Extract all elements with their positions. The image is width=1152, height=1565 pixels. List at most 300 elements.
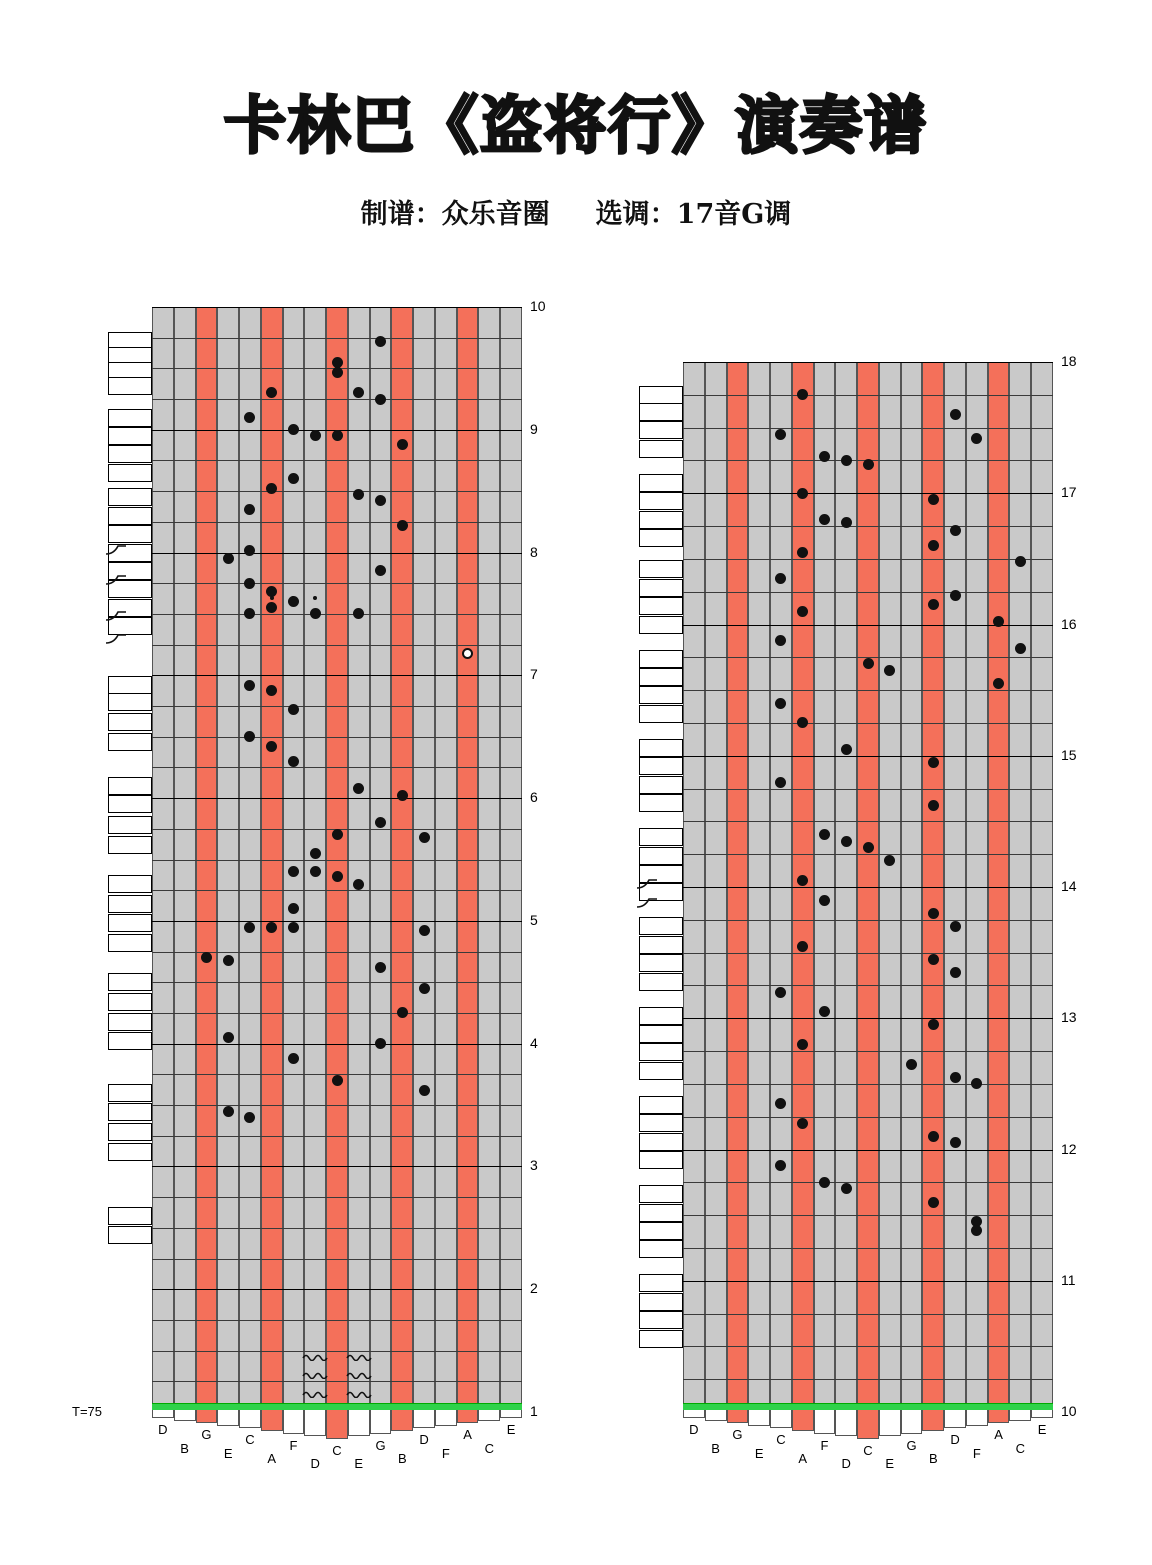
tine-note-label: E [754, 1445, 764, 1461]
beat-line [683, 690, 1053, 691]
key-block [639, 1007, 683, 1025]
key-block [108, 693, 152, 711]
note-dot [332, 871, 343, 882]
beat-line [152, 1197, 522, 1198]
note-dot [332, 367, 343, 378]
key-block [108, 488, 152, 506]
key-block [639, 668, 683, 686]
key-block [108, 777, 152, 795]
key-block [108, 445, 152, 463]
tine-stub [1031, 1410, 1053, 1418]
measure-line [152, 553, 522, 554]
beat-line [152, 1381, 522, 1382]
measure-line [683, 1018, 1053, 1019]
beat-line [152, 890, 522, 891]
tine-stub [901, 1410, 923, 1434]
note-dot [906, 1059, 917, 1070]
note-dot [950, 1137, 961, 1148]
measure-number: 5 [530, 911, 538, 928]
beat-line [683, 1314, 1053, 1315]
beat-line [152, 1136, 522, 1137]
note-dot [950, 967, 961, 978]
key-block [639, 1293, 683, 1311]
measure-number: 3 [530, 1157, 538, 1174]
note-dot [397, 439, 408, 450]
tine-note-label: D [310, 1456, 320, 1472]
key-block [639, 1274, 683, 1292]
key-block [639, 1043, 683, 1061]
key-block [108, 713, 152, 731]
tine-note-label: A [994, 1427, 1003, 1443]
beat-line [683, 1117, 1053, 1118]
note-dot [841, 744, 852, 755]
note-dot [841, 455, 852, 466]
note-dot [797, 606, 808, 617]
note-dot [775, 987, 786, 998]
key-block [639, 686, 683, 704]
note-dot [928, 540, 939, 551]
key-block [639, 440, 683, 458]
measure-line [683, 887, 1053, 888]
tine-stub [217, 1410, 239, 1426]
tine-stub [196, 1410, 218, 1423]
key-block [639, 597, 683, 615]
tine-stub [705, 1410, 727, 1421]
note-dot [950, 590, 961, 601]
measure-number: 11 [1061, 1271, 1076, 1288]
slide-mark [635, 878, 659, 890]
beat-line [683, 953, 1053, 954]
key-block [639, 757, 683, 775]
note-dot [1015, 556, 1026, 567]
note-dot [863, 658, 874, 669]
beat-line [152, 1105, 522, 1106]
key-block [639, 579, 683, 597]
tine-note-label: G [732, 1427, 743, 1443]
note-dot [419, 925, 430, 936]
note-dot [353, 783, 364, 794]
key-block [108, 409, 152, 427]
tine-stub [413, 1410, 435, 1428]
slide-mark [104, 633, 128, 645]
measure-line [152, 1289, 522, 1290]
beat-line [683, 395, 1053, 396]
key-block [639, 1151, 683, 1169]
tine-stub [304, 1410, 326, 1436]
key-block [639, 1062, 683, 1080]
key-block [639, 403, 683, 421]
beat-line [683, 1248, 1053, 1249]
measure-number: 8 [530, 543, 538, 560]
measure-line [152, 1044, 522, 1045]
tine-stub [239, 1410, 261, 1428]
measure-number: 6 [530, 789, 538, 806]
key-block [639, 492, 683, 510]
note-dot [797, 488, 808, 499]
key-block [639, 1114, 683, 1132]
tine-note-label: E [885, 1456, 895, 1472]
note-dot [223, 1032, 234, 1043]
key-block [639, 650, 683, 668]
key-block [639, 1185, 683, 1203]
beat-line [152, 767, 522, 768]
note-dot [288, 1053, 299, 1064]
note-dot [223, 955, 234, 966]
beat-line [683, 1051, 1053, 1052]
tine-stub [435, 1410, 457, 1426]
note-dot [819, 451, 830, 462]
note-dot [419, 832, 430, 843]
tine-note-label: G [906, 1437, 917, 1453]
measure-number: 13 [1061, 1009, 1077, 1026]
staccato-dot [270, 596, 274, 600]
note-dot [375, 336, 386, 347]
key-block [639, 1330, 683, 1348]
tine-stub [478, 1410, 500, 1421]
key-block [639, 847, 683, 865]
beat-line [152, 1013, 522, 1014]
key-block [108, 836, 152, 854]
measure-number: 7 [530, 666, 538, 683]
key-block [639, 560, 683, 578]
tine-note-label: B [928, 1451, 938, 1466]
key-block [639, 936, 683, 954]
tine-note-label: F [441, 1445, 450, 1461]
beat-line [152, 614, 522, 615]
measure-line [683, 756, 1053, 757]
tine-stub [835, 1410, 857, 1436]
beat-line [152, 860, 522, 861]
note-dot [928, 954, 939, 965]
key-block [639, 1222, 683, 1240]
measure-number: 18 [1061, 353, 1077, 369]
beat-line [683, 723, 1053, 724]
tine-note-label: E [354, 1456, 364, 1472]
measure-line [152, 675, 522, 676]
tine-note-label: C [1015, 1440, 1026, 1456]
measure-number: 14 [1061, 878, 1077, 894]
key-block [639, 739, 683, 757]
note-dot [841, 836, 852, 847]
tine-stub [391, 1410, 413, 1431]
note-dot [419, 1085, 430, 1096]
key-block [108, 464, 152, 482]
key-block [639, 1096, 683, 1114]
key-block [108, 1123, 152, 1141]
key-block [639, 776, 683, 794]
note-dot [863, 842, 874, 853]
tab-board-right [576, 0, 1152, 1565]
beat-line [152, 1320, 522, 1321]
tine-note-label: D [689, 1422, 699, 1437]
key-block [108, 1032, 152, 1050]
beat-line [683, 1346, 1053, 1347]
arranger-label: 制谱：众乐音圈 [360, 199, 550, 230]
beat-line [683, 821, 1053, 822]
key-block [108, 1226, 152, 1244]
beat-line [683, 854, 1053, 855]
beat-line [683, 1182, 1053, 1183]
tine-note-label: F [820, 1437, 829, 1453]
note-dot [950, 921, 961, 932]
beat-line [683, 559, 1053, 560]
tine-stub [748, 1410, 770, 1426]
tine-note-label: D [841, 1456, 851, 1472]
tine-note-label: B [397, 1451, 407, 1466]
key-block [639, 386, 683, 404]
measure-number: 1 [530, 1403, 538, 1419]
beat-line [683, 1215, 1053, 1216]
beat-line [152, 645, 522, 646]
tine-stub [683, 1410, 705, 1418]
key-block [108, 914, 152, 932]
note-dot [288, 903, 299, 914]
measure-line [683, 493, 1053, 494]
note-dot [928, 757, 939, 768]
beat-line [152, 737, 522, 738]
tremolo-mark [346, 1353, 372, 1361]
key-block [108, 1103, 152, 1121]
key-block [639, 794, 683, 812]
beat-line [152, 491, 522, 492]
beat-line [152, 1259, 522, 1260]
key-block [108, 993, 152, 1011]
tempo-marking: T=75 [72, 1404, 102, 1419]
note-dot [928, 908, 939, 919]
key-block [108, 377, 152, 395]
note-dot [797, 941, 808, 952]
key-block [639, 1240, 683, 1258]
key-block [639, 511, 683, 529]
measure-number: 2 [530, 1280, 538, 1297]
tine-stub [857, 1410, 879, 1439]
note-dot [819, 895, 830, 906]
tine-stub [261, 1410, 283, 1431]
note-dot [353, 879, 364, 890]
tine-note-label: A [267, 1451, 277, 1466]
note-dot [223, 1106, 234, 1117]
beat-line [683, 920, 1053, 921]
beat-line [152, 460, 522, 461]
note-dot [928, 1197, 939, 1208]
note-dot [223, 553, 234, 564]
tine-stub [770, 1410, 792, 1428]
slide-mark [104, 574, 128, 586]
note-dot [419, 983, 430, 994]
note-dot [310, 866, 321, 877]
tine-note-label: E [223, 1445, 233, 1461]
tine-note-label: D [158, 1422, 168, 1437]
tremolo-mark [346, 1390, 372, 1398]
beat-line [683, 1084, 1053, 1085]
measure-line [152, 307, 522, 308]
tine-stub [152, 1410, 174, 1418]
key-block [108, 895, 152, 913]
beat-line [152, 706, 522, 707]
key-block [108, 1143, 152, 1161]
key-block [108, 525, 152, 543]
tine-stub [500, 1410, 522, 1418]
tine-note-label: C [332, 1442, 342, 1458]
key-block [108, 1013, 152, 1031]
note-dot [841, 517, 852, 528]
slide-mark [104, 544, 128, 556]
note-dot [310, 848, 321, 859]
tine-note-label: C [245, 1432, 255, 1448]
note-dot [244, 545, 255, 556]
tine-stub [348, 1410, 370, 1436]
key-label: 选调：17音G调 [595, 199, 792, 230]
measure-number: 10 [530, 298, 546, 314]
beat-line [683, 428, 1053, 429]
beat-line [683, 592, 1053, 593]
key-block [639, 828, 683, 846]
note-dot [266, 685, 277, 696]
tine-stub [922, 1410, 944, 1431]
tine-note-label: C [863, 1442, 873, 1458]
note-dot [819, 1177, 830, 1188]
tremolo-mark [346, 1371, 372, 1379]
key-block [108, 934, 152, 952]
measure-number: 9 [530, 420, 538, 437]
measure-number: 12 [1061, 1140, 1077, 1157]
note-dot [462, 648, 473, 659]
tine-note-label: A [798, 1451, 808, 1466]
note-dot [397, 790, 408, 801]
beat-line [683, 1379, 1053, 1380]
note-dot [928, 800, 939, 811]
note-dot [950, 525, 961, 536]
page-title: 卡林巴《盗将行》演奏谱 [223, 89, 928, 162]
tremolo-mark [302, 1371, 328, 1379]
tine-note-label: E [506, 1422, 516, 1437]
note-dot [288, 756, 299, 767]
key-block [639, 616, 683, 634]
tine-note-label: C [776, 1432, 786, 1448]
key-block [639, 1311, 683, 1329]
key-block [639, 529, 683, 547]
beat-line [152, 338, 522, 339]
key-block [108, 676, 152, 694]
tine-note-label: E [1037, 1422, 1047, 1437]
beat-line [152, 583, 522, 584]
tine-note-label: B [180, 1440, 189, 1456]
note-dot [819, 829, 830, 840]
tremolo-mark [302, 1390, 328, 1398]
measure-line [152, 798, 522, 799]
key-block [639, 917, 683, 935]
note-dot [397, 520, 408, 531]
tine-stub [944, 1410, 966, 1428]
tine-stub [966, 1410, 988, 1426]
tine-note-label: A [463, 1427, 472, 1443]
tine-stub [283, 1410, 305, 1434]
note-dot [797, 1118, 808, 1129]
note-dot [950, 1072, 961, 1083]
tine-note-label: F [289, 1437, 298, 1453]
tine-note-label: D [950, 1432, 960, 1448]
note-dot [288, 922, 299, 933]
tremolo-mark [302, 1353, 328, 1361]
measure-line [683, 1150, 1053, 1151]
key-block [639, 1133, 683, 1151]
tine-stub [174, 1410, 196, 1421]
tine-note-label: F [972, 1445, 981, 1461]
note-dot [375, 962, 386, 973]
measure-number: 10 [1061, 1403, 1077, 1419]
key-block [108, 733, 152, 751]
note-dot [1015, 643, 1026, 654]
tine-note-label: G [201, 1427, 212, 1443]
measure-number: 15 [1061, 746, 1077, 763]
key-block [639, 954, 683, 972]
tine-note-label: D [419, 1432, 429, 1448]
tine-stub [1009, 1410, 1031, 1421]
measure-line [683, 1281, 1053, 1282]
beat-line [152, 1351, 522, 1352]
tine-note-label: G [375, 1437, 386, 1453]
key-block [108, 427, 152, 445]
note-dot [244, 922, 255, 933]
note-dot [266, 922, 277, 933]
beat-line [152, 399, 522, 400]
key-block [639, 474, 683, 492]
key-block [108, 1207, 152, 1225]
measure-line [152, 1166, 522, 1167]
tine-stub [727, 1410, 749, 1423]
key-block [108, 875, 152, 893]
note-dot [971, 433, 982, 444]
key-block [108, 816, 152, 834]
beat-line [683, 789, 1053, 790]
note-dot [332, 430, 343, 441]
key-block [639, 1025, 683, 1043]
note-dot [928, 1131, 939, 1142]
measure-number: 17 [1061, 484, 1077, 501]
measure-number: 4 [530, 1034, 538, 1051]
tine-stub [879, 1410, 901, 1436]
key-block [639, 973, 683, 991]
note-dot [775, 777, 786, 788]
note-dot [863, 459, 874, 470]
key-block [108, 795, 152, 813]
note-dot [797, 547, 808, 558]
tine-stub [370, 1410, 392, 1434]
tine-stub [988, 1410, 1010, 1423]
tine-stub [814, 1410, 836, 1434]
note-dot [950, 409, 961, 420]
beat-line [683, 985, 1053, 986]
slide-mark [104, 610, 128, 622]
key-block [639, 705, 683, 723]
beat-line [683, 526, 1053, 527]
tine-stub [326, 1410, 348, 1439]
note-dot [332, 1075, 343, 1086]
beat-line [152, 1228, 522, 1229]
note-dot [332, 829, 343, 840]
tine-note-label: B [711, 1440, 720, 1456]
key-block [639, 1204, 683, 1222]
slide-mark [635, 897, 659, 909]
measure-line [683, 362, 1053, 363]
key-block [639, 421, 683, 439]
note-dot [375, 394, 386, 405]
key-block [108, 973, 152, 991]
beat-line [152, 982, 522, 983]
tine-stub [792, 1410, 814, 1431]
note-dot [819, 514, 830, 525]
beat-line [152, 522, 522, 523]
